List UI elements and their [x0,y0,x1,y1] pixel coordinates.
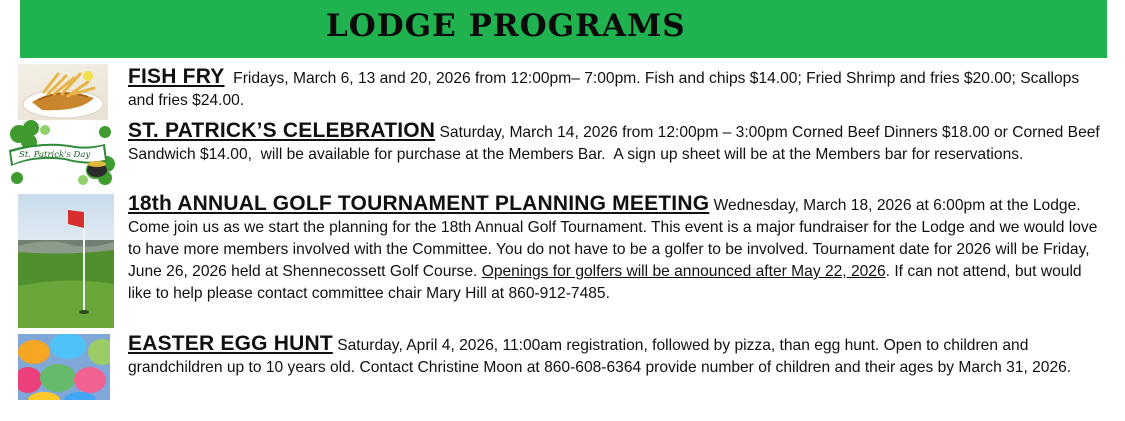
st-patricks-day-label: St. Patrick's Day [19,150,91,160]
golf-meeting-heading: 18th ANNUAL GOLF TOURNAMENT PLANNING MEETING [128,192,710,215]
fish-fry-image [18,64,108,122]
easter-egg-hunt-section [128,333,1108,379]
easter-eggs-image [18,334,110,400]
easter-egg-hunt-details: Saturday, April 4, 2026, 11:00am registration, followed by pizza, than egg hunt. Open to children and grandchildren up to 10 years old. Contact Christine Moon at 860-608-6364 provide number of children and their ages by March 31, 2026. [128,337,1072,376]
golf-openings-notice: Openings for golfers will be announced after May 22, 2026 [481,263,886,280]
st-patricks-section [128,120,1108,166]
fish-fry-heading: FISH FRY [128,65,225,88]
st-patricks-image [5,120,119,188]
page-title: LODGE PROGRAMS [326,8,686,44]
fish-fry-section [128,66,1108,112]
golf-contact-details: . If can not attend, but would like to help please contact committee chair Mary Hill at 860-912-7485. [128,263,1082,302]
easter-egg-icon [18,334,110,400]
title-banner [20,0,1107,58]
golf-meeting-details: Wednesday, March 18, 2026 at 6:00pm at the Lodge. Come join us as we start the planning for the 18th Annual Golf Tournament. This event is a major fundraiser for the Lodge and we would love to have more members involved with the Committee. You do not have to be a golfer to be involved. Tournament date for 2026 will be Friday, June 26, 2026 held at Shennecossett Golf Course. [128,197,1102,280]
golf-flag-icon [18,194,114,328]
st-patricks-details: Saturday, March 14, 2026 from 12:00pm – 3:00pm Corned Beef Dinners $18.00 or Corned Beef Sandwich $14.00, will be available for purchase at the Members Bar. A sign up sheet will be at the Members bar for reservations. [128,124,1105,163]
golf-course-image [18,194,114,328]
st-patricks-heading: ST. PATRICK’S CELEBRATION [128,119,436,142]
easter-egg-hunt-heading: EASTER EGG HUNT [128,332,333,355]
golf-meeting-section [128,193,1108,305]
fish-and-chips-icon [18,64,108,122]
fish-fry-details: Fridays, March 6, 13 and 20, 2026 from 12:00pm– 7:00pm. Fish and chips $14.00; Fried Shrimp and fries $20.00; Scallops and fries $24.00. [128,70,1084,109]
